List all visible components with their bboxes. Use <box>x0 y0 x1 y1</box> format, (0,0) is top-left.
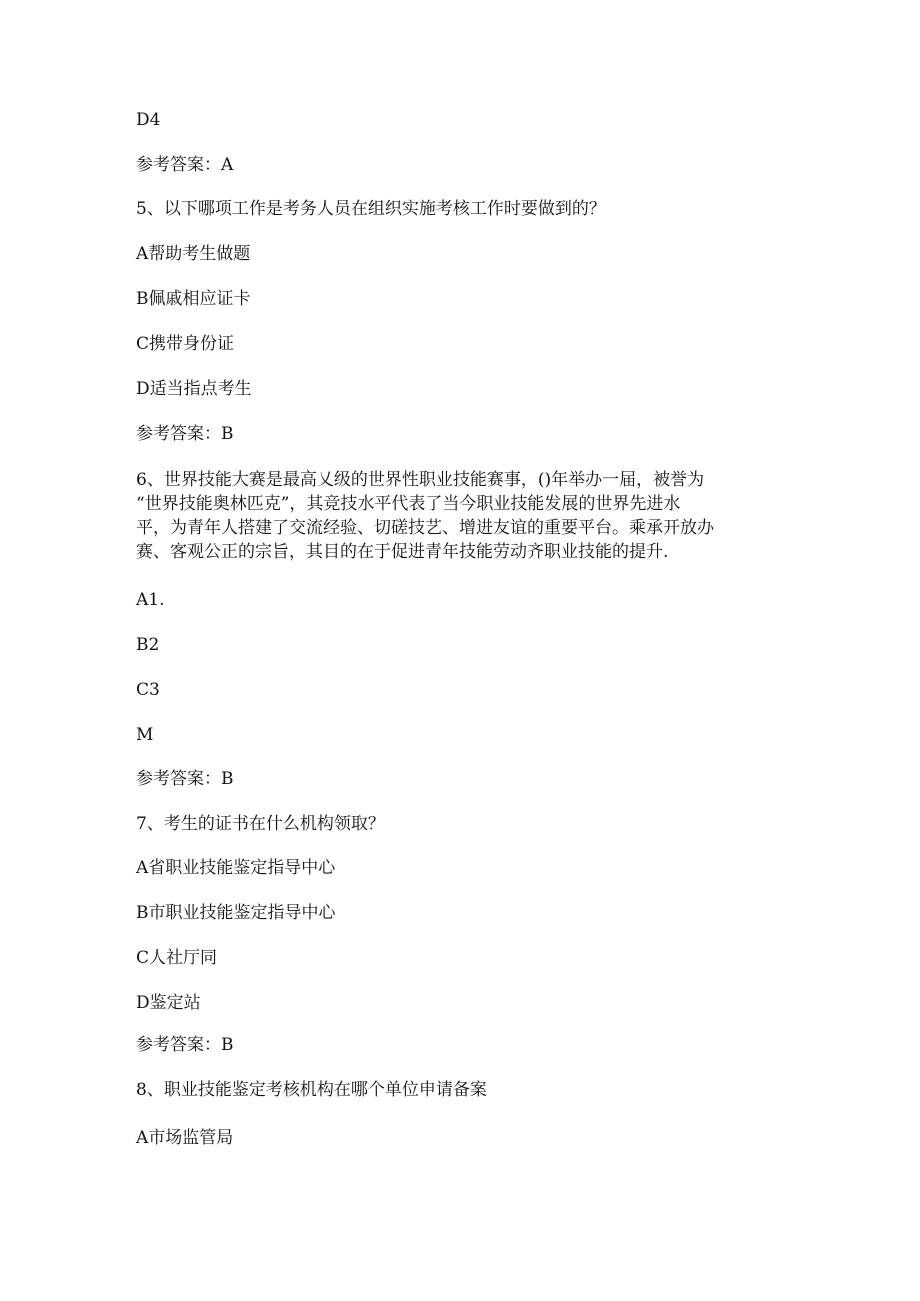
q6-option-c: C3 <box>136 680 160 700</box>
q6-option-a: A1. <box>136 590 165 610</box>
q5-option-a: A帮助考生做题 <box>136 244 251 264</box>
q4-option-d: D4 <box>136 110 161 130</box>
q8-option-a: A市场监管局 <box>136 1128 234 1148</box>
q5-answer: 参考答案：B <box>136 424 234 444</box>
q5-option-b: B佩戚相应证卡 <box>136 289 251 309</box>
q5-option-c: C携带身份证 <box>136 334 235 354</box>
q6-answer: 参考答案：B <box>136 769 234 789</box>
q5-question: 5、以下哪项工作是考务人员在组织实施考核工作时要做到的？ <box>136 199 606 219</box>
q8-question: 8、职业技能鉴定考核机构在哪个单位申请备案 <box>136 1080 487 1100</box>
q7-answer: 参考答案：B <box>136 1035 234 1055</box>
q6-question-line-2: “世界技能奥林匹克”，其竞技水平代表了当今职业技能发展的世界先进水 <box>136 494 681 514</box>
q6-option-d: M <box>136 725 154 745</box>
q7-question: 7、考生的证书在什么机构领取？ <box>136 814 385 834</box>
q6-option-b: B2 <box>136 635 160 655</box>
q6-question-line-1: 6、世界技能大赛是最高乂级的世界性职业技能赛事，()年举办一届，被誉为 <box>136 470 705 490</box>
q6-question-line-4: 赛、客观公正的宗旨，其目的在于促进青年技能劳动齐职业技能的提升. <box>136 542 669 562</box>
q6-question <box>136 468 776 564</box>
q6-question-line-3: 平，为青年人搭建了交流经验、切磋技艺、增进友谊的重要平台。乘承开放办 <box>136 518 714 538</box>
q7-option-c: C人社厅同 <box>136 948 218 968</box>
q5-option-d: D适当指点考生 <box>136 379 252 399</box>
q4-answer: 参考答案：A <box>136 155 234 175</box>
q7-option-d: D鉴定站 <box>136 993 201 1013</box>
q7-option-b: B市职业技能鉴定指导中心 <box>136 903 336 923</box>
q7-option-a: A省职业技能鉴定指导中心 <box>136 858 336 878</box>
